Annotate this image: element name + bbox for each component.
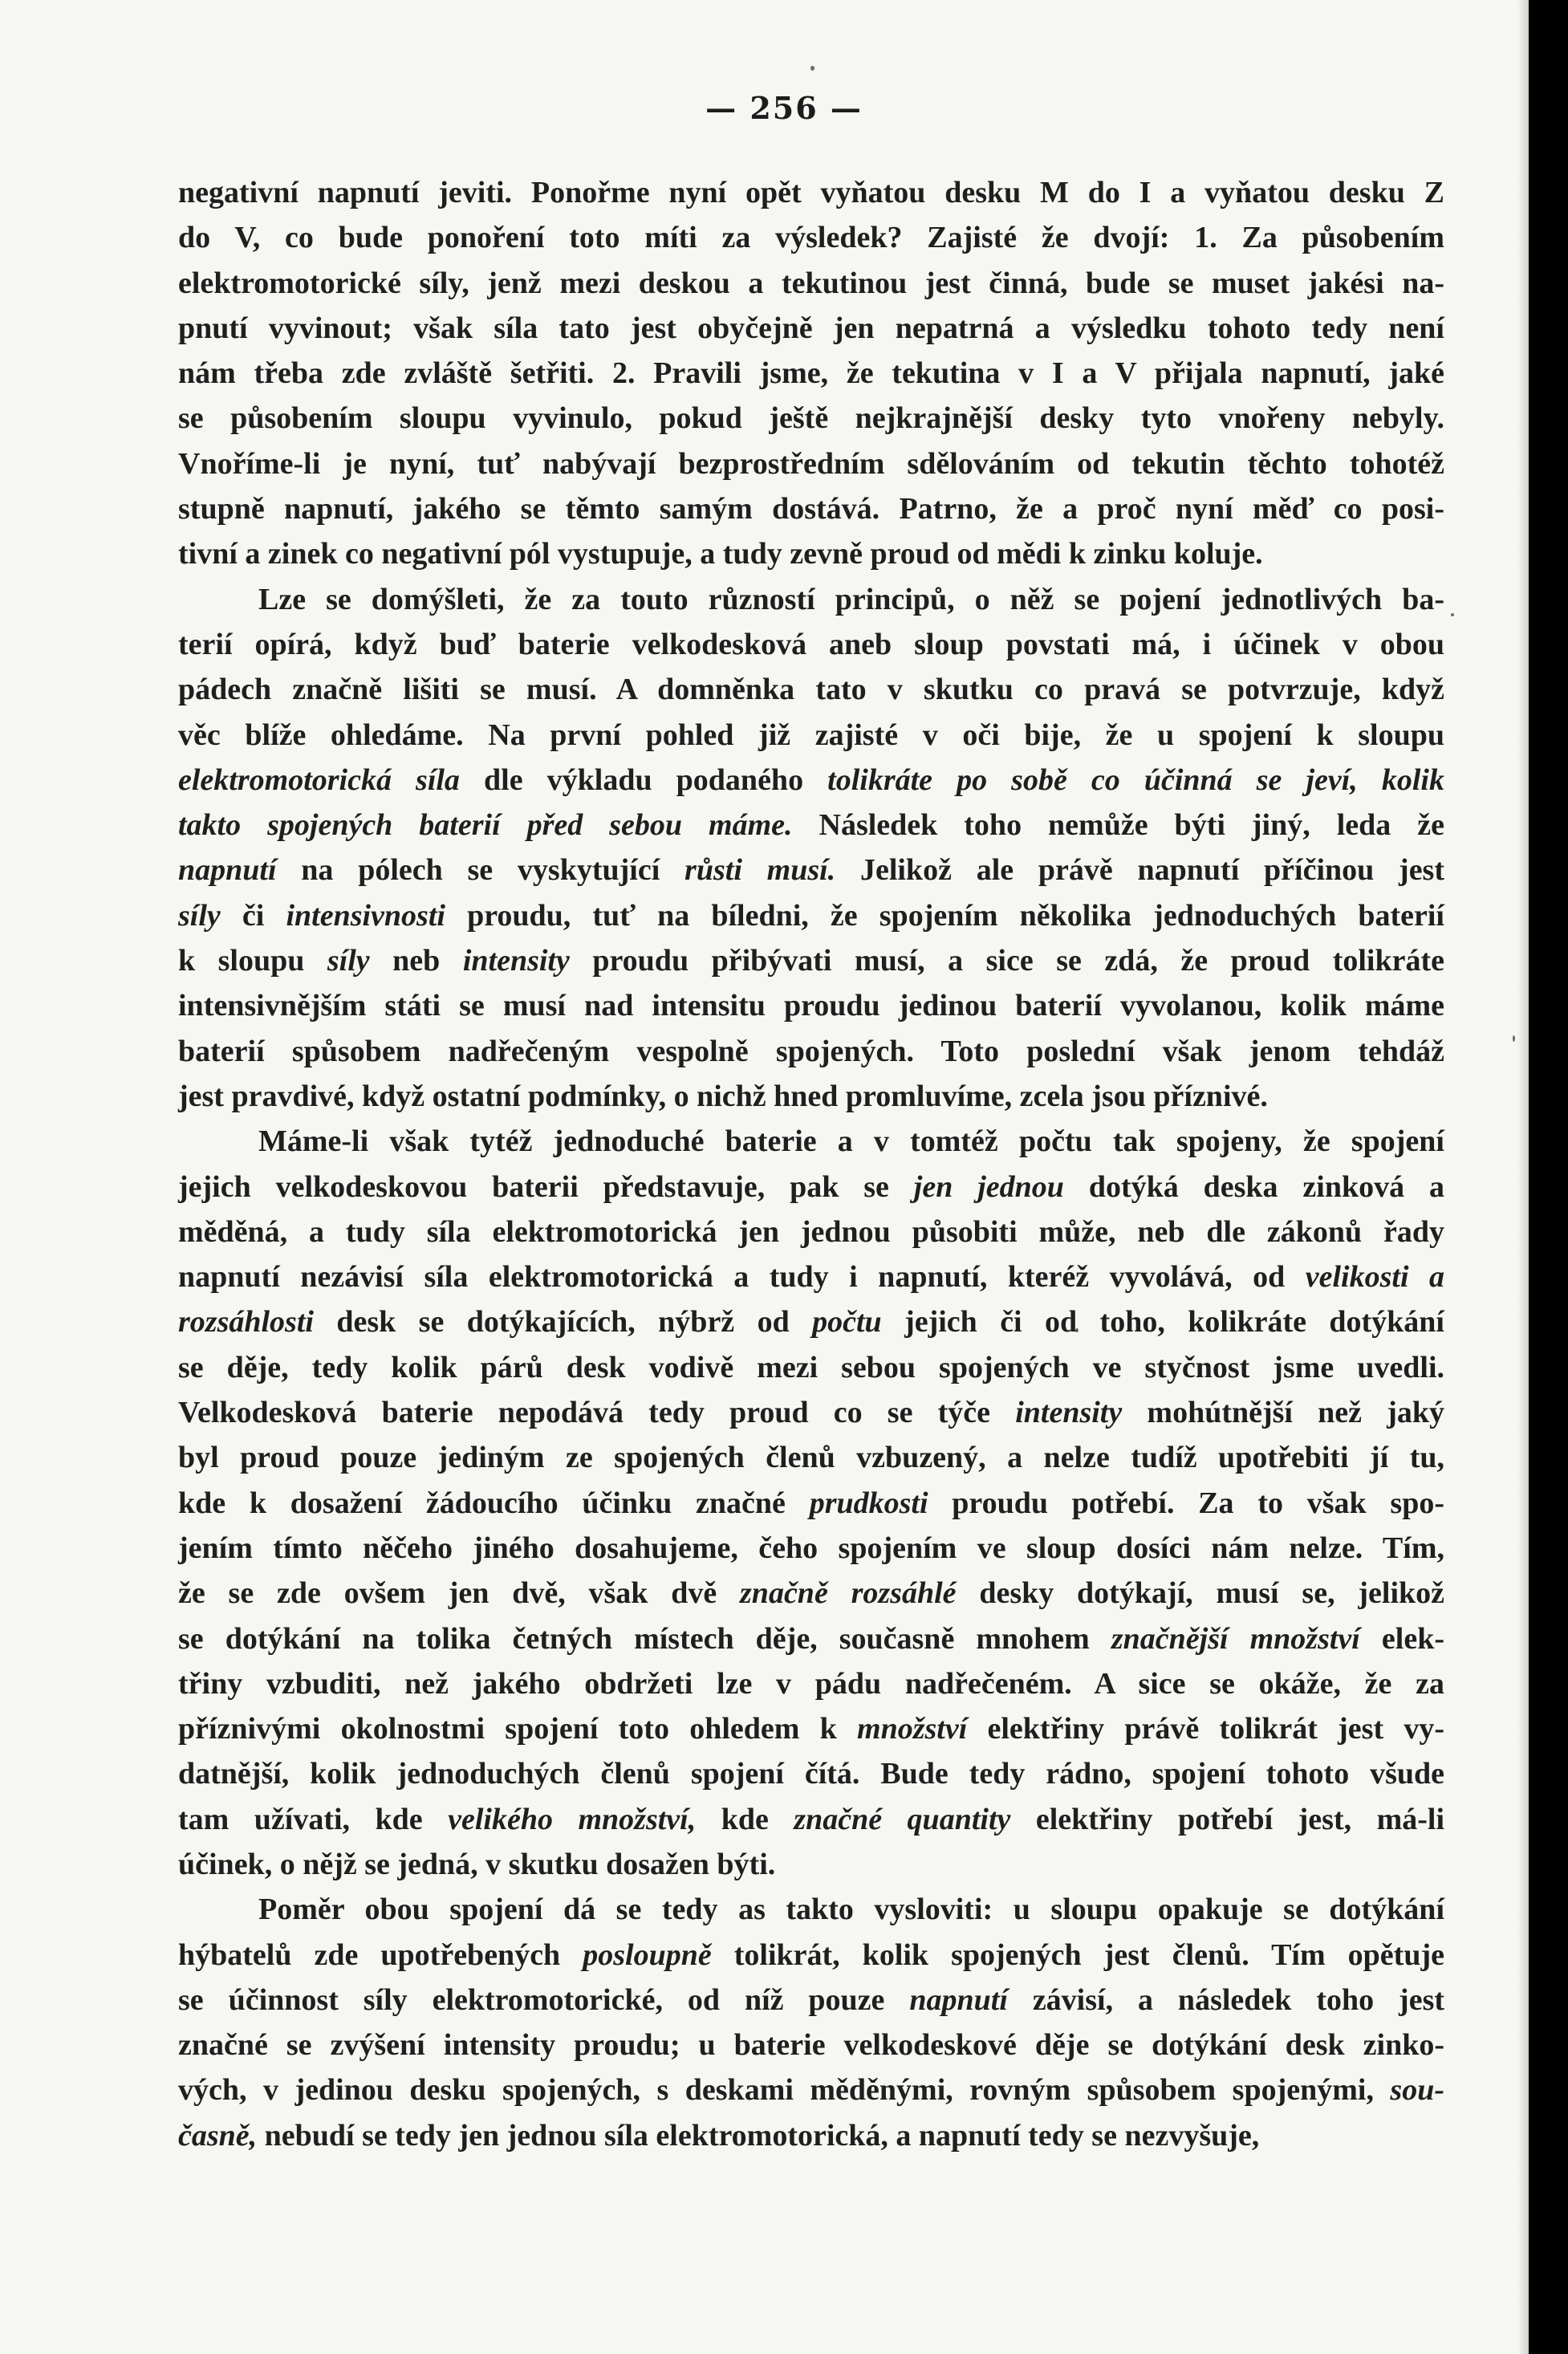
emphasized-text: množství (857, 1712, 968, 1746)
text-run: jejich velkodeskovou baterii představuje, pak se (178, 1169, 914, 1204)
text-line (178, 1842, 1444, 1887)
text-run: závisí, a následek toho jest (1007, 1982, 1445, 2017)
text-run: elektromotorické síly, jenž mezi deskou a tekutinou jest činná, bude se muset jakési na- (178, 266, 1444, 300)
text-run: účinek, o nějž se jedná, v skutku dosažen býti. (178, 1847, 776, 1881)
text-run: Velkodesková baterie nepodává tedy proud co se týče (178, 1396, 1016, 1430)
emphasized-text: počtu (812, 1305, 882, 1340)
text-run: nám třeba zde zvláště šetřiti. 2. Pravili jsme, že tekutina v I a V přijala napnutí, jaké (178, 356, 1444, 391)
emphasized-text: značně rozsáhlé (740, 1576, 957, 1611)
emphasized-text: sou- (1390, 2073, 1444, 2108)
text-line (178, 396, 1444, 441)
text-run: datnější, kolik jednoduchých členů spojení čítá. Bude tedy rádno, spojení tohoto všude (178, 1757, 1444, 1791)
text-line (178, 1887, 1444, 1932)
text-line (178, 983, 1444, 1028)
text-line (178, 1254, 1444, 1299)
text-line (178, 1210, 1444, 1254)
text-line (178, 531, 1444, 576)
text-line (178, 1435, 1444, 1480)
text-run: na pólech se vyskytující (276, 853, 685, 888)
text-run: tolikrát, kolik spojených jest členů. Tím opětuje (711, 1937, 1444, 1972)
text-line (178, 170, 1444, 215)
text-run: jejich či od toho, kolikráte dotýkání (881, 1305, 1444, 1340)
text-run: nebudí se tedy jen jednou síla elektromotorická, a napnutí tedy se nezvyšuje, (257, 2118, 1260, 2153)
text-run: desky dotýkají, musí se, jelikož (956, 1576, 1444, 1611)
text-line (178, 1029, 1444, 1074)
text-line (178, 713, 1444, 758)
emphasized-text: intensity (462, 944, 570, 978)
text-line (178, 1526, 1444, 1571)
text-run: napnutí nezávisí síla elektromotorická a tudy i napnutí, kteréž vyvolává, od (178, 1260, 1306, 1295)
text-run: desk se dotýkajících, nýbrž od (313, 1305, 813, 1340)
text-run: příznivými okolnostmi spojení toto ohledem k (178, 1712, 858, 1746)
text-run: se účinnost síly elektromotorické, od níž pouze (178, 1982, 910, 2017)
text-run: jest pravdivé, když ostatní podmínky, o nichž hned promluvíme, zcela jsou příznivé. (178, 1079, 1268, 1113)
text-run: pádech značně lišiti se musí. A domněnka tato v skutku co pravá se potvrzuje, když (178, 673, 1444, 707)
emphasized-text: prudkosti (809, 1486, 928, 1520)
text-line (178, 486, 1444, 531)
text-run: Následek toho nemůže býti jiný, leda že (792, 808, 1445, 843)
text-line (178, 1119, 1444, 1164)
text-run: věc blíže ohledáme. Na první pohled již zajisté v oči bije, že u spojení k sloupu (178, 718, 1444, 752)
text-line (178, 893, 1444, 938)
text-line (178, 577, 1444, 622)
text-run: tam užívati, kde (178, 1802, 449, 1836)
text-run: do V, co bude ponoření toto míti za výsledek? Zajisté že dvojí: 1. Za působením (178, 221, 1444, 255)
emphasized-text: tolikráte po sobě co účinná se jeví, kolik (827, 762, 1444, 797)
emphasized-text: značné quantity (794, 1802, 1011, 1836)
text-line (178, 758, 1444, 803)
page-number: — 256 — (705, 90, 863, 126)
emphasized-text: elektromotorická síla (178, 762, 460, 797)
text-line (178, 1390, 1444, 1435)
text-run: měděná, a tudy síla elektromotorická jen jednou působiti může, neb dle zákonů řady (178, 1214, 1444, 1249)
text-run: Máme-li však tytéž jednoduché baterie a v tomtéž počtu tak spojeny, že spojení (258, 1124, 1444, 1159)
text-run: značné se zvýšení intensity proudu; u baterie velkodeskové děje se dotýkání desk zinko- (178, 2028, 1444, 2063)
text-run: k sloupu (178, 944, 327, 978)
emphasized-text: rozsáhlosti (178, 1305, 314, 1340)
text-run: se děje, tedy kolik párů desk vodivě mezi sebou spojených ve styčnost jsme uvedli. (178, 1350, 1444, 1384)
emphasized-text: posloupně (583, 1937, 712, 1972)
text-run: stupně napnutí, jakého se těmto samým dostává. Patrno, že a proč nyní měď co posi- (178, 492, 1444, 526)
text-line (178, 306, 1444, 351)
emphasized-text: velikosti a (1305, 1260, 1444, 1295)
text-run: byl proud pouze jediným ze spojených členů vzbuzený, a nelze tudíž upotřebiti jí tu, (178, 1441, 1444, 1475)
text-line (178, 1074, 1444, 1119)
text-run: se dotýkání na tolika četných místech děje, současně mnohem (178, 1621, 1111, 1656)
text-run: dotýká deska zinková a (1063, 1169, 1445, 1204)
text-line (178, 667, 1444, 712)
emphasized-text: síly (178, 898, 221, 933)
text-run: proudu potřebí. Za to však spo- (928, 1486, 1444, 1520)
text-run: se působením sloupu vyvinulo, pokud ještě nejkrajnější desky tyto vnořeny nebyly. (178, 401, 1444, 436)
text-line (178, 261, 1444, 306)
text-line (178, 848, 1444, 892)
emphasized-text: takto spojených baterií před sebou máme. (178, 808, 793, 843)
text-line (178, 622, 1444, 667)
text-line (178, 2023, 1444, 2067)
text-run: kde (696, 1802, 794, 1836)
text-run: dle výkladu podaného (459, 762, 828, 797)
text-run: kde k dosažení žádoucího účinku značné (178, 1486, 810, 1520)
text-run: jením tímto něčeho jiného dosahujeme, čeho spojením ve sloup dosíci nám nelze. Tím, (178, 1531, 1444, 1565)
text-line (178, 1706, 1444, 1751)
text-run: proudu, tuť na bíledni, že spojením několika jednoduchých baterií (445, 898, 1444, 933)
text-line (178, 1165, 1444, 1210)
text-run: proudu přibývati musí, a sice se zdá, že proud tolikráte (569, 944, 1444, 978)
text-run: terií opírá, když buď baterie velkodesková aneb sloup povstati má, i účinek v obou (178, 627, 1444, 661)
text-run: elektřiny právě tolikrát jest vy- (967, 1712, 1444, 1746)
text-line (178, 1299, 1444, 1344)
body-text (178, 170, 1444, 2158)
text-line (178, 441, 1444, 486)
text-line (178, 1797, 1444, 1842)
text-line (178, 1978, 1444, 2023)
emphasized-text: značnější množství (1111, 1621, 1360, 1656)
text-line (178, 1933, 1444, 1978)
text-line (178, 803, 1444, 848)
text-run: pnutí vyvinout; však síla tato jest obyčejně jen nepatrná a výsledku tohoto tedy není (178, 311, 1444, 345)
emphasized-text: růsti musí. (684, 853, 836, 888)
text-run: Lze se domýšleti, že za touto růzností principů, o něž se pojení jednotlivých ba- (258, 582, 1444, 616)
text-line (178, 938, 1444, 983)
page-edge (1517, 0, 1529, 2354)
text-run: vých, v jedinou desku spojených, s deskami měděnými, rovným spůsobem spojenými, (178, 2073, 1391, 2108)
text-run: tivní a zinek co negativní pól vystupuje, a tudy zevně proud od mědi k zinku koluje. (178, 537, 1263, 571)
text-run: či (220, 898, 286, 933)
text-run: Vnoříme-li je nyní, tuť nabývají bezprostředním sdělováním od tekutin těchto tohotéž (178, 446, 1444, 481)
text-run: mohútnější než jaký (1122, 1396, 1444, 1430)
emphasized-text: intensity (1015, 1396, 1123, 1430)
emphasized-text: intensivnosti (286, 898, 445, 933)
text-line (178, 1571, 1444, 1616)
text-run: třiny vzbuditi, než jakého obdržeti lze v pádu nadřečeném. A sice se okáže, že za (178, 1666, 1444, 1701)
text-line (178, 1661, 1444, 1706)
text-line (178, 215, 1444, 260)
emphasized-text: jen jednou (913, 1169, 1064, 1204)
text-line (178, 1481, 1444, 1526)
text-line (178, 1616, 1444, 1661)
emphasized-text: napnutí (909, 1982, 1008, 2017)
emphasized-text: napnutí (178, 853, 277, 888)
text-run: že se zde ovšem jen dvě, však dvě (178, 1576, 741, 1611)
text-line (178, 351, 1444, 396)
text-run: Poměr obou spojení dá se tedy as takto vysloviti: u sloupu opakuje se dotýkání (258, 1893, 1444, 1927)
text-run: elektřiny potřebí jest, má-li (1010, 1802, 1444, 1836)
text-line (178, 1345, 1444, 1390)
text-run: intensivnějším státi se musí nad intensitu proudu jedinou baterií vyvolanou, kolik máme (178, 989, 1444, 1023)
text-run: baterií spůsobem nadřečeným vespolně spojených. Toto poslední však jenom tehdáž (178, 1034, 1444, 1068)
emphasized-text: síly (327, 944, 370, 978)
text-run: neb (369, 944, 463, 978)
text-line (178, 1751, 1444, 1796)
text-line (178, 2113, 1444, 2158)
emphasized-text: velikého množství, (448, 1802, 697, 1836)
text-run: Jelikož ale právě napnutí příčinou jest (835, 853, 1444, 888)
emphasized-text: časně, (178, 2118, 258, 2153)
text-run: elek- (1359, 1621, 1444, 1656)
text-run: negativní napnutí jeviti. Ponořme nyní opět vyňatou desku M do I a vyňatou desku Z (178, 176, 1444, 209)
text-line (178, 2067, 1444, 2112)
text-run: hýbatelů zde upotřebených (178, 1937, 583, 1972)
